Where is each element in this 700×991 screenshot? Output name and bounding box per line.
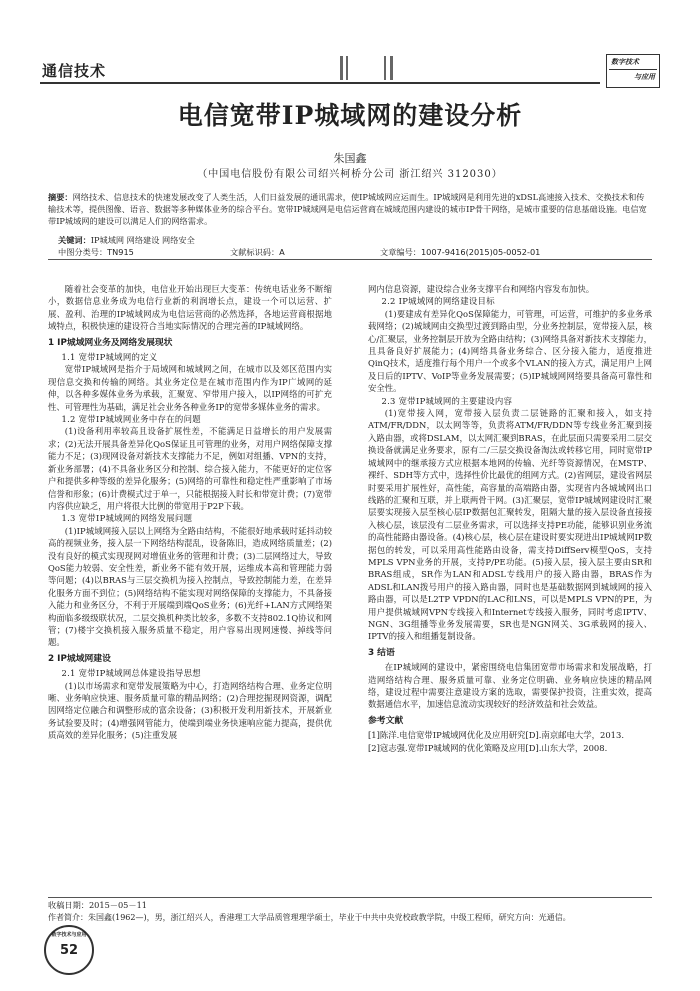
keywords-text: IP城域网 网络建设 网络安全 [90, 235, 195, 245]
keywords-label: 关键词： [58, 235, 91, 245]
abstract-label: 摘要： [48, 192, 73, 202]
subsection-heading: 2.2 IP城域网的网络建设目标 [381, 296, 495, 307]
received-date: 收稿日期：2015－05－11 [48, 900, 147, 910]
reference-item: [1]陈洋.电信宽带IP城域网优化及应用研究[D].南京邮电大学，2013. [368, 730, 624, 741]
class-number: 中图分类号：TN915 [58, 247, 134, 257]
document-code: 文献标识码：A [230, 247, 285, 257]
header-decoration [340, 56, 400, 82]
page-number: 52 [59, 943, 79, 958]
author-affiliation: （中国电信股份有限公司绍兴柯桥分公司 浙江绍兴 312030） [197, 169, 503, 180]
abstract-text: 网络技术、信息技术的快速发展改变了人类生活，人们日益发展的通讯需求，使IP城域网应运而生。IP城域网是利用先进的xDSL高速接入技术、交换技术和传输技术等，提供图像、语音、数据等多种媒体业务的综合平台。宽带IP城域网是电信运营商在城域范围内建设的城市IP骨干网络，是城市重要的信息基础设施。电信宽带IP城域网的建设可以满足人们的网络需求。 [48, 192, 647, 226]
author-name: 朱国鑫 [333, 152, 367, 165]
right-column [368, 283, 652, 755]
section-heading: 参考文献 [368, 715, 404, 726]
subsection-heading: 2.1 宽带IP城域网总体建设指导思想 [61, 668, 201, 679]
section-title: 通信技术 [42, 62, 107, 80]
journal-logo-top: 数字技术 [611, 57, 639, 66]
paragraph: (1)IP城域网接入层以上网络为全路由结构，不能很好地承载时延抖动较高的视频业务，接入层一下网络结构混乱，设备陈旧，造成网络质量差；(2)没有良好的模式实现现网对增值业务的管理和计费；(3)二层网络过大，导致QoS能力较弱、安全性差，新业务不能有效开展，运维成本高和管理能力弱等问题；(4)以BRAS与三层交换机为接入控制点，导致控制能力差，在差异化服务方面不到位；(5)网络结构不能实现对网络保障的支撑能力，不具备接入能力和业务区分，不利于开展端到端QoS业务；(6)光纤+LAN方式网络架构面临多级级联状况，二层交换机种类比较多，多数不支持802.1Q协议和网管；(7)楼宇交换机接入服务质量不稳定，用户容易出现网速慢、掉线等问题。 [48, 525, 332, 648]
article-number: 文章编号：1007-9416(2015)05-0052-01 [380, 247, 541, 257]
paragraph: (1)以市场需求和宽带发展策略为中心，打造网络结构合理、业务定位明晰、业务响应快速、服务质量可靠的精品网络；(2)合理挖掘现网资源，调配因网络定位融合和调整形成的富余设备；(3)积极开发利用新技术，开展新业务试验要及时；(4)增强网管能力，使端到端业务快速响应能力提高，提供优质高效的差异化服务；(5)注重发展 [48, 680, 332, 741]
subsection-heading: 2.3 宽带IP城域网的主要建设内容 [381, 395, 513, 406]
subsection-heading: 1.3 宽带IP城域网的网络发展问题 [61, 513, 193, 524]
paragraph: 在IP城域网的建设中，紧密围绕电信集团宽带市场需求和发展战略，打造网络结构合理、服务质量可靠、业务定位明确、业务响应快速的精品网络，建设过程中需要注意建设方案的选取，需要保护投资，注重实效，提高数据通信水平，加速信息流动实现较好的经济效益和社会效益。 [368, 662, 652, 710]
paragraph: 随着社会变革的加快，电信业开始出现巨大变革：传统电话业务不断缩小，数据信息业务成为电信行业新的利润增长点，建设一个可以运营、扩展、盈利、治理的IP城域网成为电信运营商的必然选择，各地运营商根据地域特点，积极快速的建设符合当地实际情况的合理完善的IP城域网络。 [48, 284, 332, 332]
section-heading: 2 IP城域网建设 [48, 653, 111, 664]
subsection-heading: 1.1 宽带IP城域网的定义 [61, 352, 158, 363]
section-heading: 3 结语 [368, 647, 395, 658]
paragraph: (1)宽带接入网，宽带接入层负责二层链路的汇聚和接入，如支持ATM/FR/DDN，以太网等等，负责将ATM/FR/DDN等专线业务汇聚到接入路由器，或将DSLAM，以太网汇聚到BRAS，在此层面只需要采用二层交换设备就满足业务要求，原有二/三层交换设备淘汰或转移它用，同时宽带IP城域网中的继承接方式应根据本地网的传输、光纤等资源情况，在MSTP、裸纤、SDH等方式中，选择性价比最优的组网方式。(2)省网层，建设省网层时要采用扩展性好，高性能，高容量的高端路由器，实现省内各城域网出口线路的汇聚和互联，并上联两骨干网。(3)汇聚层，宽带IP城域网建设时汇聚层要实现接入层至核心层IP数据包汇聚转发，阻隔大量的接入层设备直接接入核心层，该层没有二层业务需求，可以选择支持PE功能，能够识别业务流的高性能路由器设备。(4)核心层，核心层在建设时要实现进出IP城域网IP数据包的转发，可以采用高性能路由设备，需支持DiffServ模型QoS，支持MPLS VPN业务的开展，支持P/PE功能。(5)接入层，接入层主要由SR和BRAS组成，SR作为LAN和ADSL专线用户的接入路由器，BRAS作为ADSL和LAN拨号用户的接入路由器，同时也是基础数据网到城域网的接入路由器，可以是L2TP VPDN的LAC和LNS，可以是MPLS VPN的PE，为用户提供城域网VPN专线接入和Internet专线接入服务，同时考虑IPTV、NGN、3G组播等业务发展需要，SR也是NGN网关、3G承载网的接入、IPTV的接入和组播复制设备。 [368, 408, 652, 642]
journal-logo-bottom: 与应用 [634, 72, 655, 81]
article-title: 电信宽带IP城域网的建设分析 [177, 101, 523, 130]
keywords [58, 235, 652, 246]
page-badge-label: 数字技术与应用 [51, 932, 87, 938]
abstract [48, 191, 652, 227]
left-column [48, 283, 332, 742]
journal-logo [606, 54, 660, 88]
footer-rule [48, 897, 652, 898]
subsection-heading: 1.2 宽带IP城域网业务中存在的问题 [61, 414, 201, 425]
paragraph: (1)要建成有差异化QoS保障能力，可管理，可运营，可维护的多业务承载网络；(2)城域网由交换型过渡到路由型，分业务控制层，宽带接入层，核心/汇聚层，业务控制层开放为全路由结构；(3)网络具备对新技术支撑能力，且具备良好扩展能力；(4)网络具备业务综合、区分接入能力，适度推进QinQ技术，适度推行每个用户一个或多个VLAN的接入方式，满足用户上网及日后的IPTV、VoIP等业务发展需要；(5)IP城域网网络要具备高可靠性和安全性。 [368, 308, 652, 394]
page-badge [44, 925, 94, 975]
running-header [40, 56, 660, 86]
paragraph: 网内信息资源，建设综合业务支撑平台和网络内容发布加快。 [368, 284, 595, 294]
divider [48, 259, 652, 260]
reference-item: [2]寇志强.宽带IP城域网的优化策略及应用[D].山东大学，2008. [368, 743, 608, 754]
header-rule [40, 82, 600, 84]
paragraph: (1)设备利用率较高且设备扩展性差，不能满足日益增长的用户发展需求；(2)无法开展具备差异化QoS保证且可管理的业务，对用户网络保障支撑能力不足；(3)现网设备对新技术支撑能力不足，例如对组播、VPN的支持，新业务部署；(4)不具备业务区分和控制、综合接入能力，不能更好的定位客户和提供多种等级的差异化服务；(5)网络的可靠性和稳定性严重影响了市场信誉和形象；(6)计费模式过于单一，只能根据接入时长和带宽计费；(7)宽带内容供应缺乏，用户将很大比例的带宽用于P2P下载。 [48, 426, 332, 511]
author-bio: 作者简介：朱国鑫(1962—)，男，浙江绍兴人，香港理工大学品质管理理学硕士，毕业于中共中央党校政教学院，中级工程师，研究方向：光通信。 [48, 913, 571, 922]
paragraph: 宽带IP城域网是指介于局域网和城域网之间，在城市以及郊区范围内实现信息交换和传输的网络。其业务定位是在城市范围内作为IP广域网的延伸，以各种多媒体业务为承载，汇聚宽、窄带用户接入，以IP网络的可扩充性、可管理性为基础，满足社会业务各种业务IP的宽带多媒体业务的需求。 [48, 364, 332, 412]
section-heading: 1 IP城域网业务及网络发展现状 [48, 337, 173, 348]
